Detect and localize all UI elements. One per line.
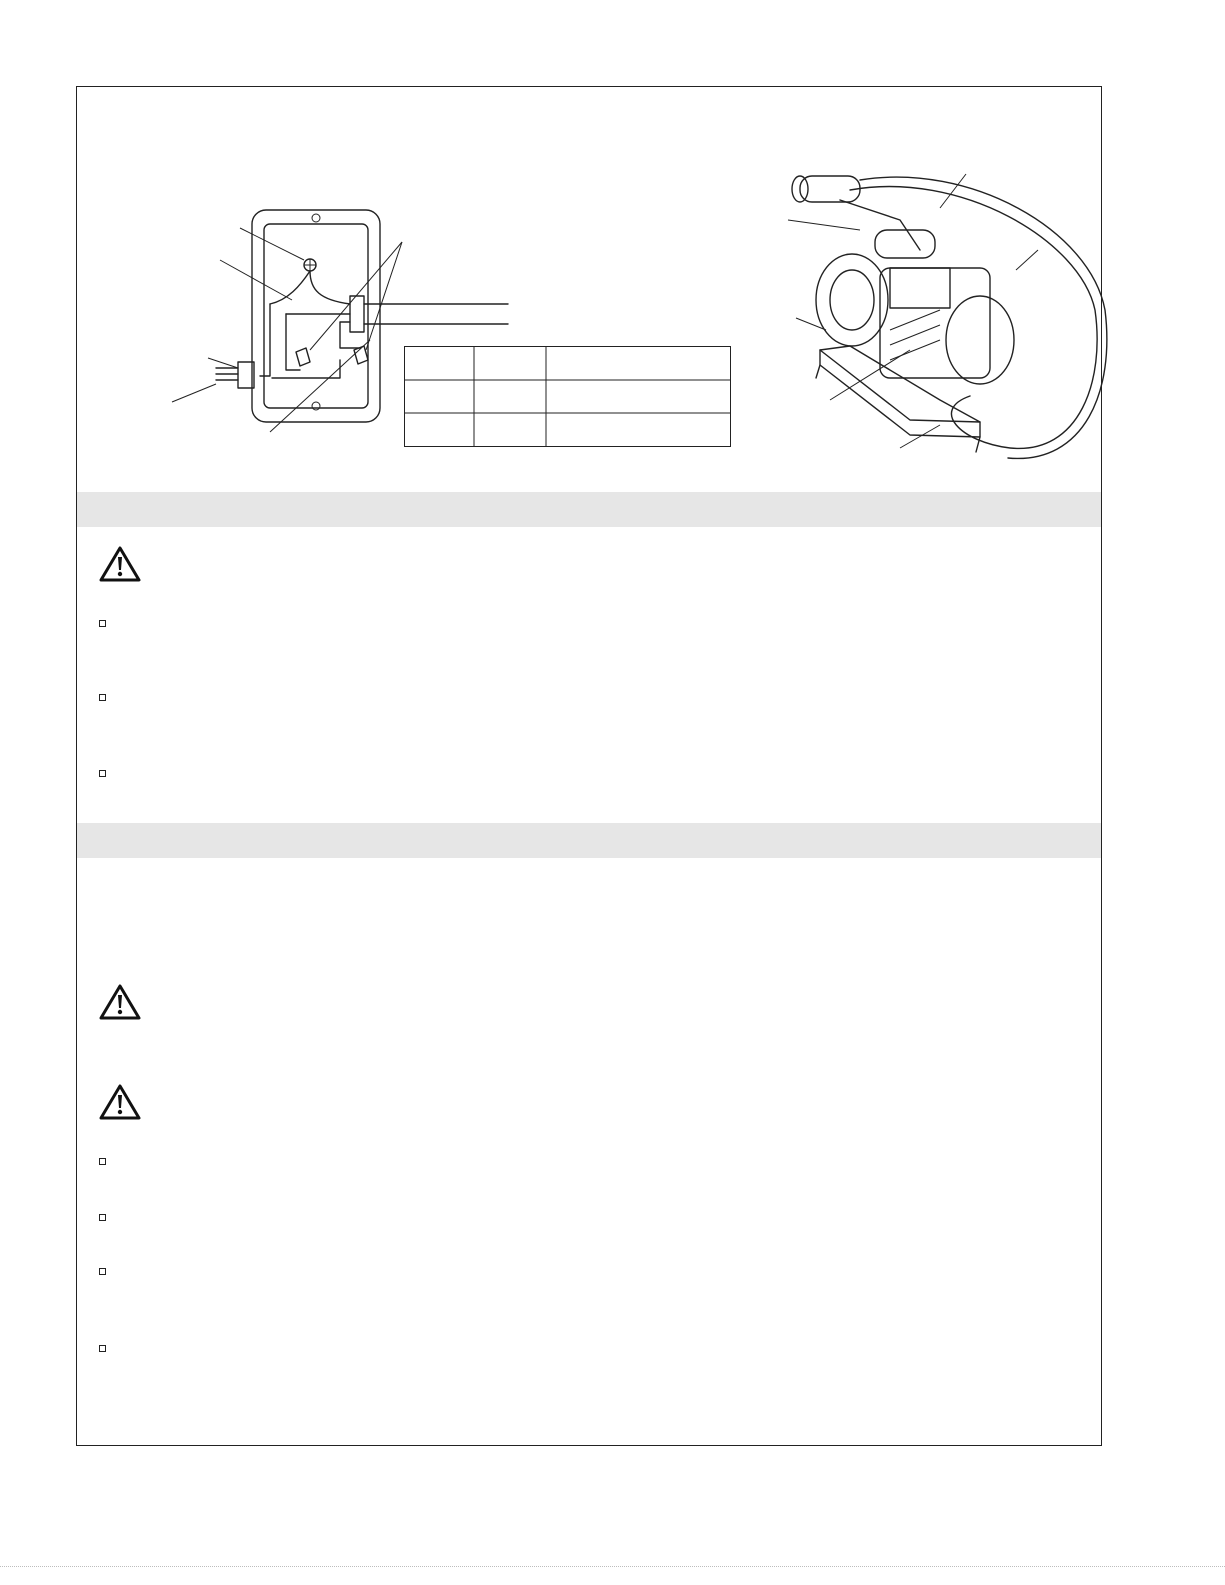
section-bar-2 xyxy=(77,823,1101,858)
checkbox-square-icon xyxy=(99,1158,106,1165)
pump-illustration xyxy=(780,160,1110,480)
checkbox-square-icon xyxy=(99,1214,106,1221)
checkbox-square-icon xyxy=(99,694,106,701)
warning-triangle-icon xyxy=(98,1083,142,1121)
wire-table xyxy=(404,346,734,450)
checkbox-square-icon xyxy=(99,1268,106,1275)
checkbox-square-icon xyxy=(99,770,106,777)
section-bar-1 xyxy=(77,492,1101,527)
warning-triangle-icon xyxy=(98,983,142,1021)
scan-edge xyxy=(0,1566,1225,1568)
checkbox-square-icon xyxy=(99,1345,106,1352)
checkbox-square-icon xyxy=(99,620,106,627)
warning-triangle-icon xyxy=(98,545,142,583)
